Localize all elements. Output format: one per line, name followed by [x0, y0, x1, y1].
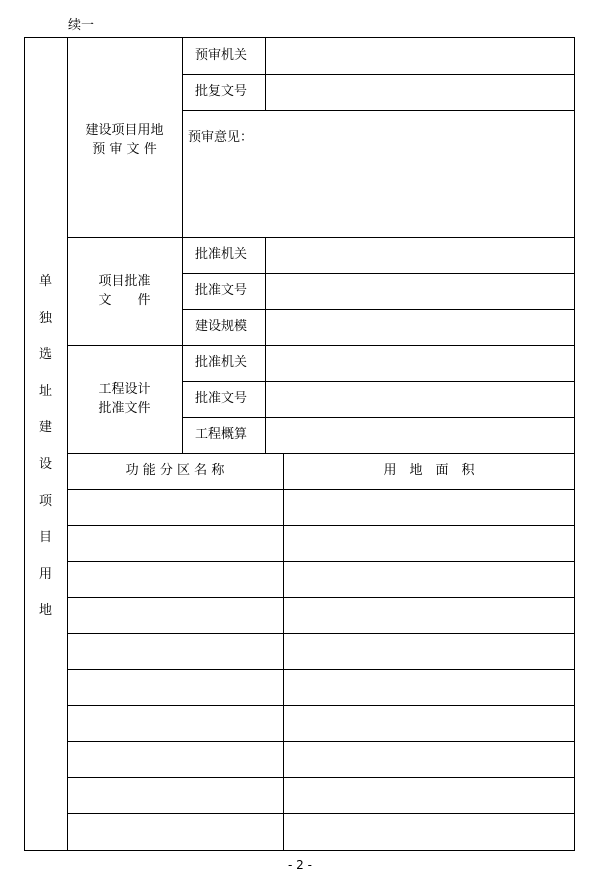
design-approval-group-label	[67, 380, 182, 418]
pre-review-group-label	[67, 121, 182, 159]
page-number: - 2 -	[288, 858, 312, 872]
project-approval-scale-label: 建设规模	[195, 319, 248, 334]
table-row-line	[67, 633, 575, 634]
pre-review-opinion-label: 预审意见：	[188, 130, 254, 145]
table-row-line	[67, 669, 575, 670]
divider	[67, 345, 575, 346]
side-label-char: 单	[38, 274, 52, 289]
divider	[182, 37, 183, 453]
divider	[283, 453, 284, 851]
side-label-char: 建	[38, 420, 52, 436]
divider	[182, 74, 575, 75]
design-approval-label-line: 工程设计	[98, 382, 151, 397]
project-approval-group-label	[67, 272, 182, 310]
table-row-line	[67, 705, 575, 706]
divider	[67, 453, 575, 454]
divider	[182, 381, 575, 382]
side-label-char: 目	[38, 530, 52, 546]
side-label-char: 用	[38, 566, 52, 582]
table-row-line	[67, 489, 575, 490]
divider	[182, 417, 575, 418]
design-approval-label-line: 批准文件	[98, 401, 151, 416]
project-approval-authority-label: 批准机关	[195, 247, 248, 262]
project-approval-label-line: 项目批准	[98, 274, 151, 289]
continuation-label: 续一	[68, 18, 95, 33]
project-approval-docnumber-label: 批准文号	[195, 283, 248, 298]
table-row-line	[67, 813, 575, 814]
side-label-char: 设	[38, 456, 52, 472]
table-row-line	[67, 597, 575, 598]
table-row-line	[67, 741, 575, 742]
side-label-char: 选	[38, 347, 52, 363]
side-label-char: 地	[38, 603, 52, 619]
divider	[182, 309, 575, 310]
table-row-line	[67, 525, 575, 526]
design-approval-docnumber-label: 批准文号	[195, 391, 248, 406]
side-label-char: 独	[38, 310, 52, 326]
side-label-char: 址	[38, 383, 52, 399]
land-area-header: 用 地 面 积	[383, 463, 475, 478]
side-label-char: 项	[38, 493, 52, 509]
design-approval-budget-label: 工程概算	[195, 427, 248, 442]
table-row-line	[67, 777, 575, 778]
table-row-line	[67, 561, 575, 562]
zone-name-header: 功 能 分 区 名 称	[125, 463, 225, 478]
divider	[67, 237, 575, 238]
pre-review-docnumber-label: 批复文号	[195, 84, 248, 99]
land-use-form	[24, 37, 575, 851]
divider	[182, 110, 575, 111]
pre-review-authority-label: 预审机关	[195, 48, 248, 63]
divider	[182, 273, 575, 274]
project-approval-label-line: 文 件	[98, 293, 151, 308]
design-approval-authority-label: 批准机关	[195, 355, 248, 370]
pre-review-label-line: 建设项目用地	[85, 123, 164, 138]
pre-review-label-line: 预 审 文 件	[92, 142, 157, 157]
side-label	[24, 275, 67, 641]
divider	[67, 37, 68, 851]
